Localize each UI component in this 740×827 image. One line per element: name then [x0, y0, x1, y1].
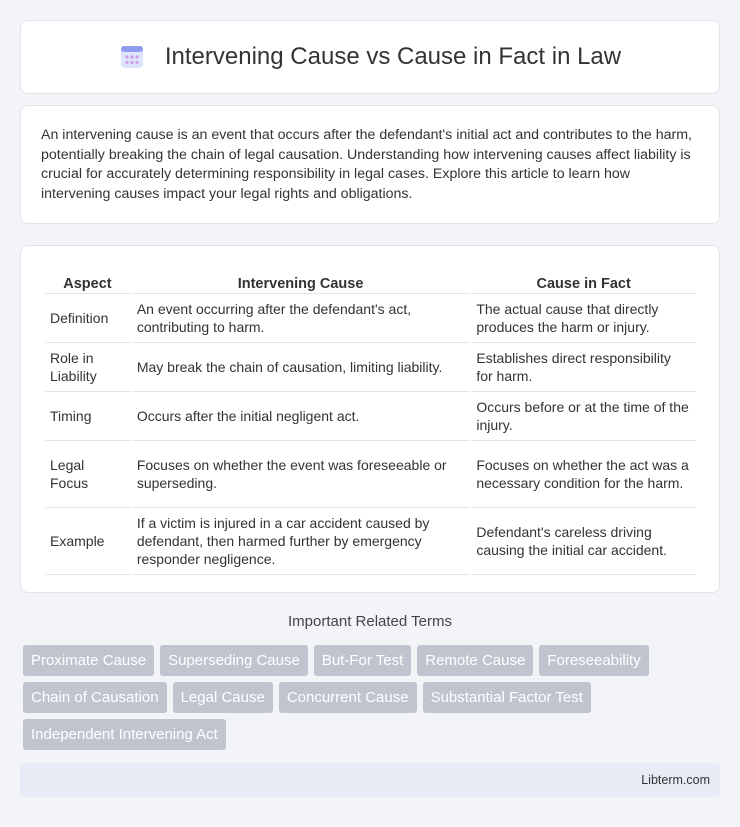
page-title: Intervening Cause vs Cause in Fact in Law — [164, 43, 622, 70]
footer-site-link[interactable]: Libterm.com — [641, 773, 710, 787]
related-terms-title: Important Related Terms — [288, 613, 452, 630]
related-term-tag[interactable]: Independent Intervening Act — [23, 719, 226, 750]
related-term-tag[interactable]: Foreseeability — [539, 645, 648, 676]
table-cell: Definition — [45, 294, 130, 343]
intro-text: An intervening cause is an event that occurs after the defendant's initial act and contributes to the harm, potentially breaking the chain of legal causation. Understanding how intervening causes affect liability is crucial for accurately determining responsibility in legal cases. Explore this article to learn how intervening causes impact your legal rights and obligations. — [41, 127, 692, 202]
related-term-tag[interactable]: But-For Test — [314, 645, 411, 676]
footer — [20, 763, 720, 797]
table-row — [45, 294, 696, 343]
header-card — [20, 20, 720, 94]
table-cell: Focuses on whether the event was foreseeable or superseding. — [132, 441, 470, 508]
related-term-tag[interactable]: Superseding Cause — [160, 645, 308, 676]
table-row — [45, 441, 696, 508]
table-cell: Occurs after the initial negligent act. — [132, 392, 470, 441]
table-row — [45, 508, 696, 575]
table-cell: Establishes direct responsibility for harm. — [471, 343, 696, 392]
related-terms-list — [23, 645, 723, 756]
table-cell: The actual cause that directly produces the harm or injury. — [471, 294, 696, 343]
intro-card — [20, 105, 720, 224]
table-row — [45, 343, 696, 392]
table-cell: Role in Liability — [45, 343, 130, 392]
related-term-tag[interactable]: Remote Cause — [417, 645, 533, 676]
table-cell: An event occurring after the defendant's act, contributing to harm. — [132, 294, 470, 343]
table-cell: Timing — [45, 392, 130, 441]
column-header: Cause in Fact — [471, 264, 696, 294]
table-header-row — [45, 264, 696, 294]
related-term-tag[interactable]: Chain of Causation — [23, 682, 167, 713]
related-term-tag[interactable]: Legal Cause — [173, 682, 273, 713]
table-row — [45, 392, 696, 441]
table-cell: Focuses on whether the act was a necessary condition for the harm. — [471, 441, 696, 508]
table-cell: May break the chain of causation, limiting liability. — [132, 343, 470, 392]
column-header: Intervening Cause — [132, 264, 470, 294]
table-cell: Occurs before or at the time of the injury. — [471, 392, 696, 441]
related-term-tag[interactable]: Concurrent Cause — [279, 682, 417, 713]
table-cell: Defendant's careless driving causing the initial car accident. — [471, 508, 696, 575]
related-term-tag[interactable]: Substantial Factor Test — [423, 682, 591, 713]
comparison-card — [20, 245, 720, 593]
column-header: Aspect — [45, 264, 130, 294]
comparison-table — [43, 264, 698, 575]
table-grid-icon — [119, 44, 145, 70]
table-cell: Legal Focus — [45, 441, 130, 508]
table-cell: Example — [45, 508, 130, 575]
related-term-tag[interactable]: Proximate Cause — [23, 645, 154, 676]
table-cell: If a victim is injured in a car accident caused by defendant, then harmed further by emergency responder negligence. — [132, 508, 470, 575]
